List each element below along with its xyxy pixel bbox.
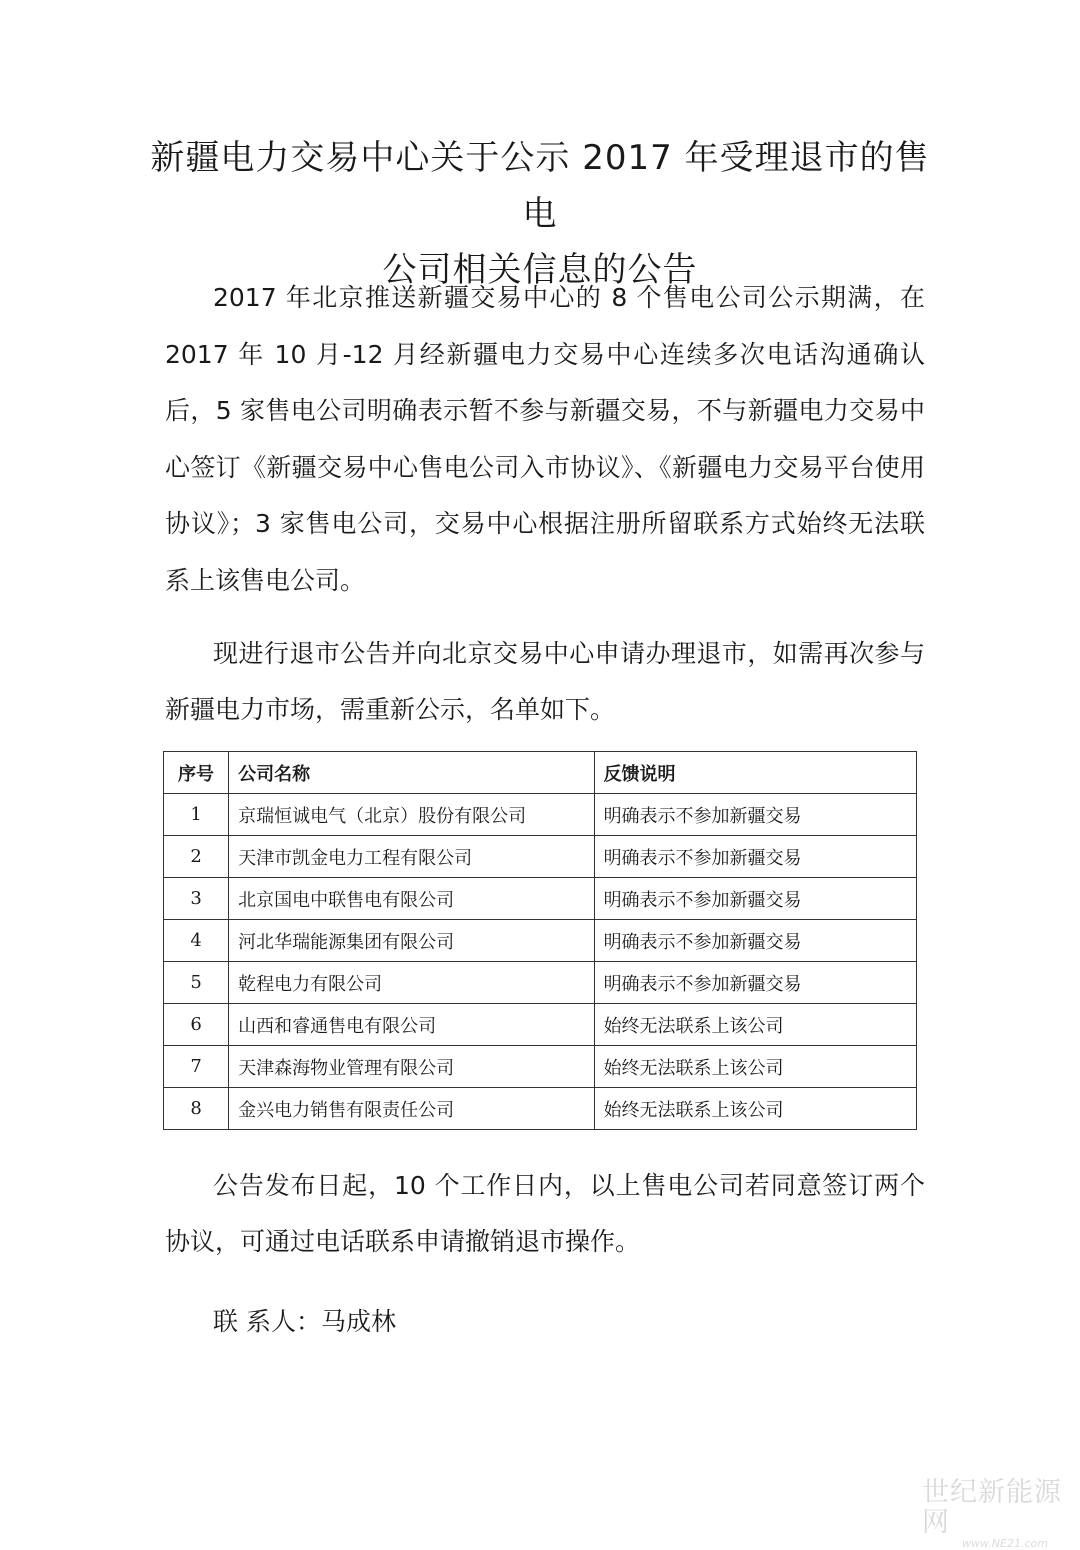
title-line-1: 新疆电力交易中心关于公示 2017 年受理退市的售电: [150, 138, 930, 234]
header-company: 公司名称: [229, 752, 594, 794]
cell-index: 3: [164, 878, 229, 920]
cell-company: 金兴电力销售有限责任公司: [229, 1088, 594, 1130]
contact-person: 联 系人：马成林: [213, 1307, 396, 1336]
cell-company: 天津市凯金电力工程有限公司: [229, 836, 594, 878]
cell-feedback: 始终无法联系上该公司: [594, 1004, 916, 1046]
cell-company: 天津森海物业管理有限公司: [229, 1046, 594, 1088]
cell-index: 8: [164, 1088, 229, 1130]
header-index: 序号: [164, 752, 229, 794]
cell-index: 2: [164, 836, 229, 878]
table-row: [164, 1088, 917, 1130]
cell-feedback: 明确表示不参加新疆交易: [594, 836, 916, 878]
cell-company: 京瑞恒诚电气（北京）股份有限公司: [229, 794, 594, 836]
table-row: [164, 836, 917, 878]
cell-company: 山西和睿通售电有限公司: [229, 1004, 594, 1046]
table-row: [164, 1046, 917, 1088]
paragraph-revocation: 公告发布日起，10 个工作日内，以上售电公司若同意签订两个协议，可通过电话联系申请撤销退市操作。: [165, 1171, 925, 1256]
cell-index: 4: [164, 920, 229, 962]
cell-index: 7: [164, 1046, 229, 1088]
cell-feedback: 明确表示不参加新疆交易: [594, 794, 916, 836]
cell-feedback: 明确表示不参加新疆交易: [594, 962, 916, 1004]
cell-company: 北京国电中联售电有限公司: [229, 878, 594, 920]
paragraph-notice: 现进行退市公告并向北京交易中心申请办理退市，如需再次参与新疆电力市场，需重新公示，名单如下。: [165, 639, 925, 724]
cell-index: 5: [164, 962, 229, 1004]
title-line-2: 公司相关信息的公告: [382, 250, 698, 290]
cell-feedback: 明确表示不参加新疆交易: [594, 920, 916, 962]
cell-index: 6: [164, 1004, 229, 1046]
table-header-row: [164, 752, 917, 794]
watermark-text: 世纪新能源网: [922, 1477, 1062, 1538]
cell-company: 河北华瑞能源集团有限公司: [229, 920, 594, 962]
watermark-url: www.NE21.com: [962, 1537, 1048, 1550]
cell-feedback: 始终无法联系上该公司: [594, 1088, 916, 1130]
cell-feedback: 始终无法联系上该公司: [594, 1046, 916, 1088]
table-row: [164, 878, 917, 920]
table-row: [164, 962, 917, 1004]
cell-feedback: 明确表示不参加新疆交易: [594, 878, 916, 920]
paragraph-intro: 2017 年北京推送新疆交易中心的 8 个售电公司公示期满，在 2017 年 10 月-12 月经新疆电力交易中心连续多次电话沟通确认后，5 家售电公司明确表示暂不参与新疆交易，不与新疆电力交易中心签订《新疆交易中心售电公司入市协议》、《新疆电力交易平台使用协议》；3 家售电公司，交易中心根据注册所留联系方式始终无法联系上该售电公司。: [165, 283, 925, 595]
site-watermark: [922, 1477, 1072, 1550]
table-row: [164, 920, 917, 962]
table-row: [164, 1004, 917, 1046]
company-table: [163, 751, 917, 1130]
cell-company: 乾程电力有限公司: [229, 962, 594, 1004]
header-feedback: 反馈说明: [594, 752, 916, 794]
table-row: [164, 794, 917, 836]
cell-index: 1: [164, 794, 229, 836]
